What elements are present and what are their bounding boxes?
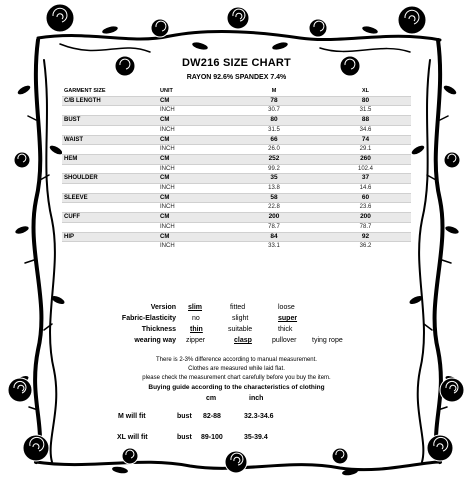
row-unit: INCH [158, 242, 228, 251]
row-label [62, 106, 158, 116]
row-label [62, 184, 158, 194]
fit-xl-label: XL will fit [117, 434, 148, 441]
attr-wearing-pullover: pullover [272, 337, 297, 344]
row-value-m: 30.7 [228, 106, 320, 116]
fit-xl-cm: 89-100 [201, 434, 223, 441]
row-unit: INCH [158, 222, 228, 232]
row-value-xl: 200 [320, 213, 411, 223]
fit-m-inch: 32.3-34.6 [244, 413, 274, 420]
attr-label-thickness: Thickness [141, 326, 176, 333]
table-row [62, 125, 411, 135]
attr-elasticity-slight: slight [232, 315, 249, 322]
header-size-xl: XL [320, 87, 411, 96]
row-value-m: 78 [228, 96, 320, 106]
row-unit: CM [158, 213, 228, 223]
row-label: HIP [62, 232, 158, 242]
attr-wearing-zipper: zipper [186, 337, 206, 344]
table-row [62, 213, 411, 223]
attr-version-slim: slim [188, 304, 203, 311]
chart-title: DW216 SIZE CHART [182, 57, 291, 69]
row-unit: CM [158, 154, 228, 164]
fit-xl-inch: 35-39.4 [244, 434, 268, 441]
attr-label-fabric-elasticity: Fabric-Elasticity [121, 315, 176, 322]
row-label [62, 145, 158, 155]
fit-col-cm: cm [206, 395, 217, 402]
row-label [62, 222, 158, 232]
row-label [62, 203, 158, 213]
row-value-m: 252 [228, 154, 320, 164]
row-unit: INCH [158, 203, 228, 213]
row-value-m: 84 [228, 232, 320, 242]
row-label: BUST [62, 116, 158, 126]
note-measurement-difference: There is 2-3% difference according to manual measurement. [156, 357, 317, 363]
table-row [62, 193, 411, 203]
row-value-m: 99.2 [228, 164, 320, 174]
row-value-xl: 31.5 [320, 106, 411, 116]
table-row [62, 232, 411, 242]
attr-wearing-clasp: clasp [234, 337, 252, 344]
row-unit: INCH [158, 106, 228, 116]
row-value-m: 80 [228, 116, 320, 126]
row-label: HEM [62, 154, 158, 164]
attr-label-wearing-way: wearing way [134, 337, 176, 344]
row-value-m: 31.5 [228, 125, 320, 135]
row-label: SLEEVE [62, 193, 158, 203]
row-label [62, 164, 158, 174]
row-value-xl: 88 [320, 116, 411, 126]
row-value-m: 78.7 [228, 222, 320, 232]
note-laid-flat: Clothes are measured while laid flat. [188, 366, 285, 372]
header-unit: UNIT [158, 87, 228, 96]
attr-label-version: Version [150, 304, 176, 311]
row-value-xl: 29.1 [320, 145, 411, 155]
row-value-xl: 74 [320, 135, 411, 145]
row-unit: CM [158, 232, 228, 242]
table-row [62, 154, 411, 164]
header-garment-size: GARMENT SIZE [62, 87, 158, 96]
fit-xl-part: bust [177, 434, 192, 441]
table-row [62, 96, 411, 106]
fit-m-part: bust [177, 413, 192, 420]
header-size-m: M [228, 87, 320, 96]
table-row [62, 203, 411, 213]
fit-col-inch: inch [249, 395, 264, 402]
table-row [62, 164, 411, 174]
attr-version-fitted: fitted [230, 304, 246, 311]
attr-elasticity-no: no [192, 315, 200, 322]
note-buying-guide: Buying guide according to the characteristics of clothing [148, 384, 325, 391]
row-value-m: 66 [228, 135, 320, 145]
table-row [62, 174, 411, 184]
row-label: CUFF [62, 213, 158, 223]
row-label [62, 242, 158, 251]
attr-thickness-thick: thick [278, 326, 293, 333]
attr-elasticity-super: super [278, 315, 298, 322]
row-label: SHOULDER [62, 174, 158, 184]
row-unit: INCH [158, 164, 228, 174]
table-row [62, 116, 411, 126]
row-value-xl: 37 [320, 174, 411, 184]
row-value-m: 13.8 [228, 184, 320, 194]
row-unit: CM [158, 116, 228, 126]
row-unit: CM [158, 96, 228, 106]
table-header-row [62, 87, 411, 96]
row-value-m: 26.0 [228, 145, 320, 155]
row-value-xl: 60 [320, 193, 411, 203]
table-row [62, 135, 411, 145]
row-unit: CM [158, 174, 228, 184]
row-unit: INCH [158, 145, 228, 155]
size-chart-table [62, 87, 411, 251]
row-unit: INCH [158, 125, 228, 135]
fabric-composition: RAYON 92.6% SPANDEX 7.4% [186, 74, 287, 81]
row-unit: INCH [158, 184, 228, 194]
row-value-xl: 23.6 [320, 203, 411, 213]
fit-m-cm: 82-88 [203, 413, 221, 420]
attr-thickness-thin: thin [190, 326, 203, 333]
table-row [62, 106, 411, 116]
row-label: WAIST [62, 135, 158, 145]
row-unit: CM [158, 193, 228, 203]
row-value-m: 35 [228, 174, 320, 184]
row-unit: CM [158, 135, 228, 145]
row-value-xl: 80 [320, 96, 411, 106]
fit-m-label: M will fit [118, 413, 146, 420]
attr-wearing-tying-rope: tying rope [312, 337, 343, 344]
row-value-xl: 14.6 [320, 184, 411, 194]
note-check-chart: please check the measurement chart carefully before you buy the item. [142, 375, 331, 381]
row-value-m: 33.1 [228, 242, 320, 251]
table-row [62, 222, 411, 232]
row-value-xl: 34.6 [320, 125, 411, 135]
row-value-xl: 36.2 [320, 242, 411, 251]
row-value-xl: 92 [320, 232, 411, 242]
row-value-m: 22.8 [228, 203, 320, 213]
row-value-xl: 260 [320, 154, 411, 164]
table-row [62, 184, 411, 194]
row-value-m: 200 [228, 213, 320, 223]
attr-version-loose: loose [278, 304, 295, 311]
row-value-xl: 102.4 [320, 164, 411, 174]
row-value-xl: 78.7 [320, 222, 411, 232]
row-label: C/B LENGTH [62, 96, 158, 106]
row-label [62, 125, 158, 135]
row-value-m: 58 [228, 193, 320, 203]
attr-thickness-suitable: suitable [228, 326, 253, 333]
table-row [62, 145, 411, 155]
table-row [62, 242, 411, 251]
